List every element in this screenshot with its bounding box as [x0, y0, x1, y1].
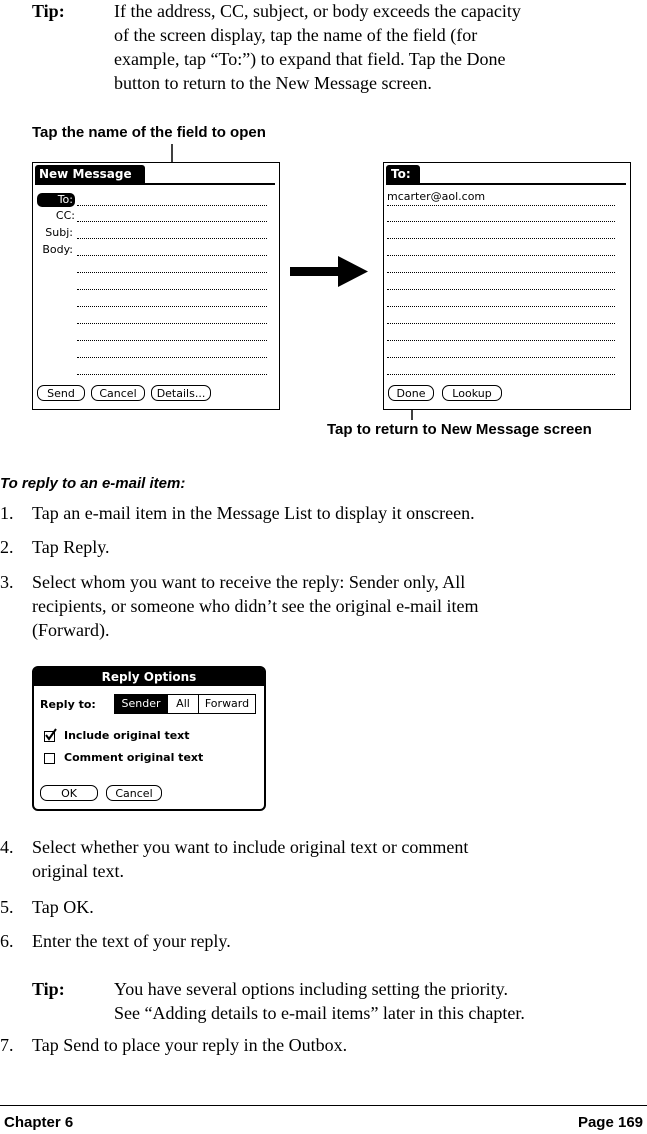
tip-2-line-2: See “Adding details to e-mail items” later in this chapter. — [114, 1003, 525, 1023]
step-text: Tap Reply. — [32, 537, 110, 557]
reply-to-label: Reply to: — [40, 698, 96, 711]
done-button[interactable]: Done — [388, 385, 434, 401]
field-line — [77, 238, 267, 239]
step-number: 1. — [0, 503, 14, 523]
comment-original-checkbox[interactable] — [44, 753, 55, 764]
step-text: Select whether you want to include original text or comment — [32, 837, 469, 857]
new-message-screen — [32, 162, 280, 410]
step-number: 4. — [0, 837, 14, 857]
to-field-screen — [383, 162, 631, 410]
tip-1-line-4: button to return to the New Message screen. — [114, 73, 432, 93]
reply-to-segmented-control — [114, 694, 256, 714]
tip-1-line-1: If the address, CC, subject, or body exceeds the capacity — [114, 1, 521, 21]
field-line — [387, 374, 615, 375]
step-text: recipients, or someone who didn’t see the original e-mail item — [32, 596, 479, 616]
field-line — [387, 272, 615, 273]
field-label-cc[interactable]: CC: — [55, 209, 75, 222]
segment-all[interactable]: All — [167, 695, 198, 713]
comment-original-label[interactable]: Comment original text — [64, 751, 204, 764]
details-button[interactable]: Details... — [151, 385, 211, 401]
callout-return-screen: Tap to return to New Message screen — [327, 421, 592, 438]
reply-options-title: Reply Options — [101, 670, 197, 684]
include-original-checkbox[interactable] — [44, 731, 55, 742]
send-button[interactable]: Send — [37, 385, 85, 401]
to-title: To: — [391, 167, 411, 181]
reply-cancel-button[interactable]: Cancel — [106, 785, 162, 801]
field-line — [77, 357, 267, 358]
tip-2-line-1: You have several options including setting the priority. — [114, 979, 508, 999]
field-line — [77, 289, 267, 290]
new-message-title-bar — [35, 165, 145, 183]
checkmark-icon — [44, 728, 58, 742]
field-line — [387, 205, 615, 206]
field-line — [387, 221, 615, 222]
footer-rule — [0, 1105, 647, 1106]
tip-2-label: Tip: — [32, 979, 65, 999]
field-line — [387, 255, 615, 256]
field-line — [77, 306, 267, 307]
footer-page: Page 169 — [577, 1114, 643, 1131]
tip-1-line-3: example, tap “To:”) to expand that field. Tap the Done — [114, 49, 506, 69]
step-text: Select whom you want to receive the reply: Sender only, All — [32, 572, 466, 592]
field-line — [387, 357, 615, 358]
callout-open-field: Tap the name of the field to open — [32, 124, 266, 141]
step-text: Enter the text of your reply. — [32, 931, 231, 951]
field-line — [77, 205, 267, 206]
field-line — [77, 323, 267, 324]
step-number: 5. — [0, 897, 14, 917]
footer-chapter: Chapter 6 — [4, 1114, 74, 1131]
field-line — [77, 374, 267, 375]
right-arrow-icon — [290, 254, 370, 290]
field-label-body[interactable]: Body: — [42, 243, 73, 256]
title-underline — [35, 183, 275, 185]
step-7 — [0, 1034, 647, 1058]
step-text: Tap Send to place your reply in the Outbox. — [32, 1035, 348, 1055]
tip-1-line-2: of the screen display, tap the name of the field (for — [114, 25, 478, 45]
reply-heading: To reply to an e-mail item: — [0, 475, 186, 492]
new-message-title: New Message — [39, 167, 132, 181]
cancel-button[interactable]: Cancel — [91, 385, 145, 401]
step-number: 6. — [0, 931, 14, 951]
title-underline — [386, 183, 626, 185]
segment-sender[interactable]: Sender — [115, 695, 167, 713]
to-address[interactable]: mcarter@aol.com — [387, 190, 486, 203]
include-original-label[interactable]: Include original text — [64, 729, 190, 742]
field-line — [387, 238, 615, 239]
ok-button[interactable]: OK — [40, 785, 98, 801]
lookup-button[interactable]: Lookup — [442, 385, 502, 401]
field-line — [387, 323, 615, 324]
field-label-to[interactable]: To: — [37, 193, 75, 207]
to-title-bar — [386, 165, 420, 183]
field-line — [77, 340, 267, 341]
segment-forward[interactable]: Forward — [198, 695, 255, 713]
step-text: Tap an e-mail item in the Message List to display it onscreen. — [32, 503, 475, 523]
field-line — [387, 340, 615, 341]
step-text: original text. — [32, 861, 124, 881]
steps-b — [0, 836, 647, 956]
steps-a — [0, 502, 647, 652]
tip-2 — [0, 978, 647, 1028]
step-text: (Forward). — [32, 620, 110, 640]
field-line — [77, 255, 267, 256]
step-text: Tap OK. — [32, 897, 94, 917]
tip-1-label: Tip: — [32, 1, 65, 21]
field-line — [387, 306, 615, 307]
reply-options-dialog — [32, 666, 266, 811]
field-line — [77, 221, 267, 222]
field-line — [387, 289, 615, 290]
step-number: 2. — [0, 537, 14, 557]
field-line — [77, 272, 267, 273]
step-number: 7. — [0, 1035, 14, 1055]
step-number: 3. — [0, 572, 14, 592]
field-label-subj[interactable]: Subj: — [45, 226, 73, 239]
reply-options-title-bar — [34, 668, 264, 686]
